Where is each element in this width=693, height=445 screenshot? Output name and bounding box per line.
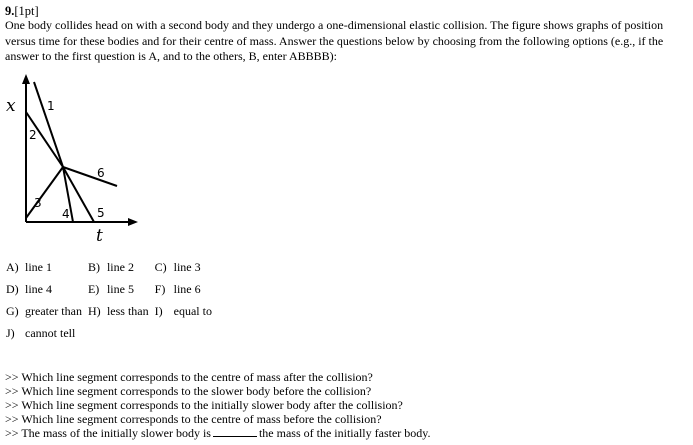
line-2-label: 2 [29,128,37,142]
options-row [6,256,218,278]
problem-number: 9. [5,4,15,18]
option-text: cannot tell [25,325,76,340]
question-item: >> Which line segment corresponds to the slower body before the collision? [5,384,372,398]
line-4-label: 4 [62,207,70,221]
option-j [6,322,88,344]
answer-blank[interactable] [213,426,257,437]
option-letter: A) [6,259,19,274]
option-f [155,278,218,300]
question-item: >> Which line segment corresponds to the centre of mass before the collision? [5,412,382,426]
options-row [6,278,218,300]
question-list [5,370,430,440]
option-text: less than [106,303,149,318]
option-g [6,300,88,322]
option-text: line 6 [173,281,201,296]
line-1-label: 1 [47,99,55,113]
option-letter: I) [154,303,163,318]
option-letter: F) [154,281,166,296]
option-b [88,256,155,278]
option-letter: D) [6,281,19,296]
x-axis-label: t [96,226,103,246]
problem-intro: One body collides head on with a second body and they undergo a one-dimensional elastic collision. The figure shows graphs of position versus time for these bodies and for their centre of mass. Answer the questions below by choosing from the following options (e.g., if the answer to the first question is A, and to the others, B, enter ABBBB): [5,18,664,63]
line-6-label: 6 [97,166,105,180]
option-h [88,300,155,322]
problem-header [5,4,39,19]
position-time-graph [0,70,150,250]
option-text: equal to [173,303,212,318]
option-letter: H) [87,303,101,318]
option-text: line 5 [106,281,134,296]
line-3-label: 3 [34,196,42,210]
y-axis-arrow [22,74,30,84]
question-mass-after: the mass of the initially faster body. [258,426,431,440]
options-row [6,300,218,322]
option-text: line 2 [106,259,134,274]
line-1 [34,82,63,167]
x-axis-arrow [128,218,138,226]
question-item: >> Which line segment corresponds to the centre of mass after the collision? [5,370,373,384]
option-c [155,256,218,278]
question-item-mass [5,426,430,440]
question-mass-before: >> The mass of the initially slower body is [5,426,211,440]
problem-points: [1pt] [14,4,39,18]
option-letter: G) [6,303,19,318]
y-axis-label: x [6,96,16,116]
option-text: line 1 [25,259,52,274]
question-item: >> Which line segment corresponds to the initially slower body after the collision? [5,398,403,412]
option-d [6,278,88,300]
option-letter: E) [87,281,100,296]
line-5-label: 5 [97,206,105,220]
option-text: greater than [25,303,82,318]
options-row [6,322,218,344]
option-e [88,278,155,300]
option-i [155,300,218,322]
option-letter: J) [6,325,15,340]
option-text: line 3 [173,259,201,274]
option-a [6,256,88,278]
position-time-figure [0,70,150,250]
answer-options [6,256,218,344]
line-3 [26,167,63,218]
option-text: line 4 [25,281,52,296]
option-letter: C) [154,259,167,274]
option-letter: B) [87,259,100,274]
